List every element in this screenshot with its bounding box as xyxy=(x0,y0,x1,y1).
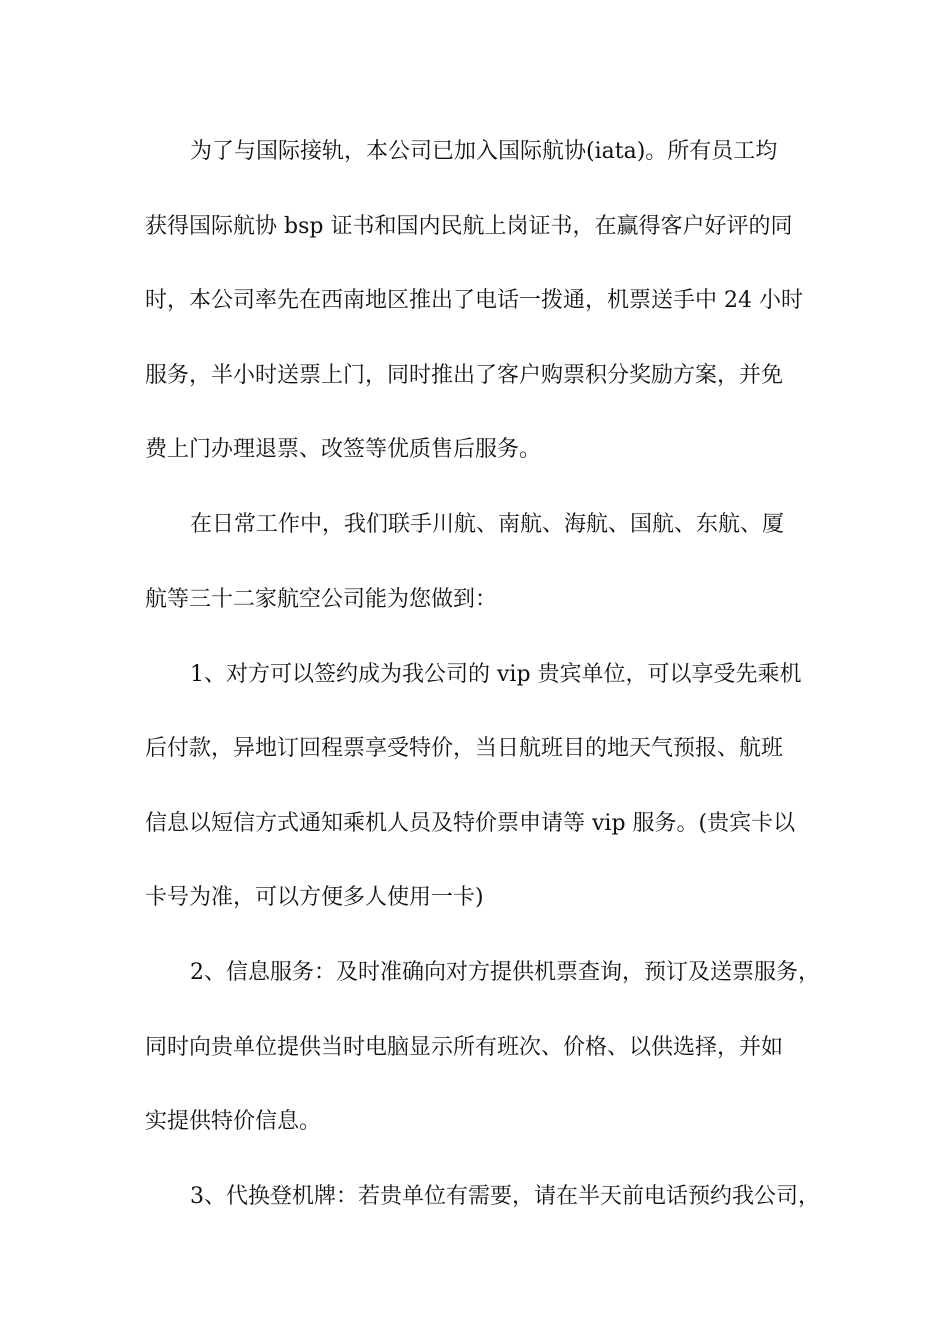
paragraph-3-line-3: 信息以短信方式通知乘机人员及特价票申请等 vip 服务。(贵宾卡以 xyxy=(145,811,796,836)
paragraph-3-line-1: 1、对方可以签约成为我公司的 vip 贵宾单位，可以享受先乘机 xyxy=(190,662,802,687)
paragraph-2-line-2: 航等三十二家航空公司能为您做到： xyxy=(145,587,498,612)
paragraph-3-line-4: 卡号为准，可以方便多人使用一卡) xyxy=(145,885,484,910)
paragraph-1-line-1: 为了与国际接轨，本公司已加入国际航协(iata)。所有员工均 xyxy=(190,139,778,164)
paragraph-1-line-4: 服务，半小时送票上门，同时推出了客户购票积分奖励方案，并免 xyxy=(145,363,784,388)
paragraph-1-line-5: 费上门办理退票、改签等优质售后服务。 xyxy=(145,437,542,462)
paragraph-4-line-2: 同时向贵单位提供当时电脑显示所有班次、价格、以供选择，并如 xyxy=(145,1035,784,1060)
paragraph-2-line-1: 在日常工作中，我们联手川航、南航、海航、国航、东航、厦 xyxy=(190,512,785,537)
paragraph-3-line-2: 后付款，异地订回程票享受特价，当日航班目的地天气预报、航班 xyxy=(145,736,784,761)
paragraph-4-line-1: 2、信息服务：及时准确向对方提供机票查询，预订及送票服务， xyxy=(190,960,820,985)
paragraph-1-line-2: 获得国际航协 bsp 证书和国内民航上岗证书，在赢得客户好评的同 xyxy=(145,214,793,239)
paragraph-1-line-3: 时，本公司率先在西南地区推出了电话一拨通，机票送手中 24 小时 xyxy=(145,288,803,313)
paragraph-4-line-3: 实提供特价信息。 xyxy=(145,1109,322,1134)
paragraph-5-line-1: 3、代换登机牌：若贵单位有需要，请在半天前电话预约我公司， xyxy=(190,1184,820,1209)
